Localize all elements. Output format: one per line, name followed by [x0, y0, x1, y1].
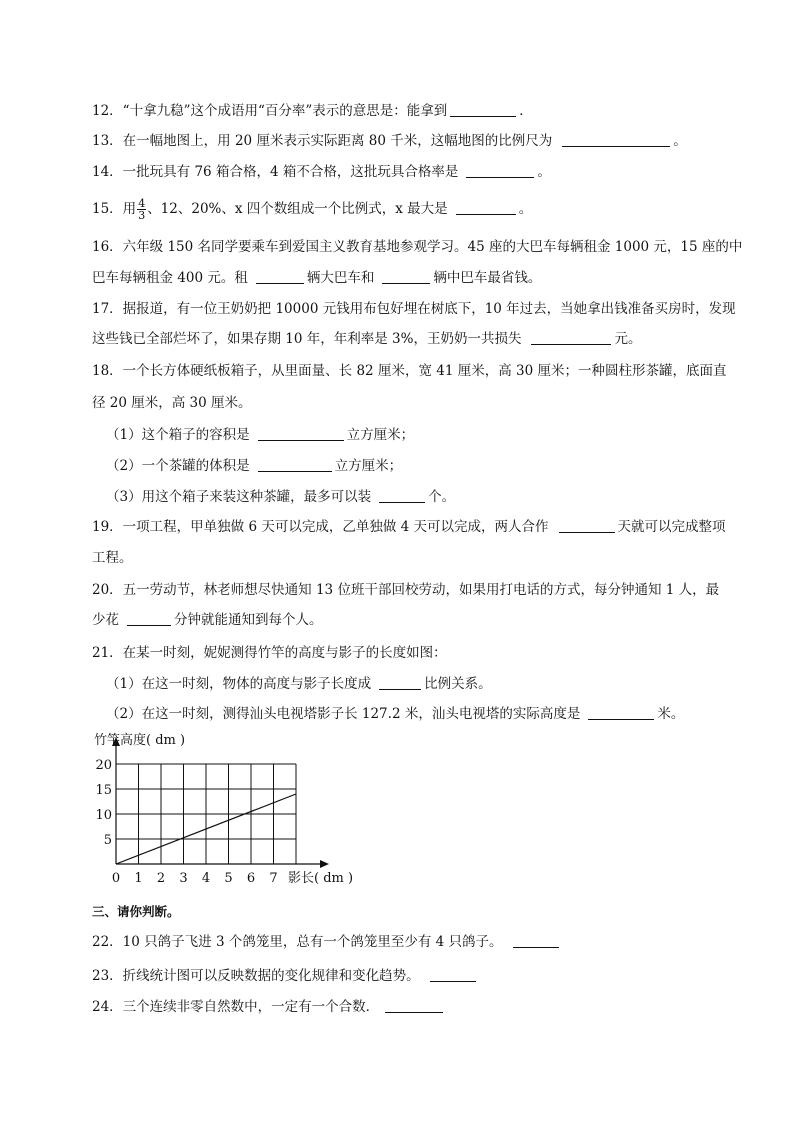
question-16-text-2: 辆大巴车和	[306, 270, 375, 286]
question-17-end: 元。	[614, 331, 642, 347]
question-14	[92, 163, 551, 181]
height-shadow-chart	[92, 728, 372, 893]
question-20-line-1: 20．五一劳动节，林老师想尽快通知 13 位班干部回校劳动，如果用打电话的方式，每分钟通知 1 人，最	[92, 582, 720, 598]
question-19-line-2: 工程。	[92, 550, 133, 566]
question-18-part-3	[106, 488, 455, 506]
question-20-text-2: 分钟就能通知到每个人。	[174, 612, 323, 628]
part-3-unit: 个。	[428, 489, 456, 505]
question-18-part-1	[106, 426, 414, 444]
x-axis-label: 影长( dm )	[288, 871, 354, 886]
part-2-text: （2）一个茶罐的体积是	[106, 458, 250, 474]
question-12	[92, 102, 533, 120]
answer-blank[interactable]	[385, 998, 443, 1013]
x-tick-label: 2	[156, 871, 166, 886]
question-22	[92, 933, 562, 951]
question-15-end: 。	[518, 201, 533, 217]
question-16-text: 巴车每辆租金 400 元。租	[92, 270, 248, 286]
answer-blank[interactable]	[382, 269, 430, 284]
question-17-line-1: 17．据报道，有一位王奶奶把 10000 元钱用布包好埋在树底下，10 年过去，当她拿出钱准备买房时，发现	[92, 301, 736, 317]
question-20-line-2	[92, 611, 323, 629]
y-tick-label: 15	[95, 783, 112, 798]
y-tick-label: 10	[95, 808, 112, 823]
question-15	[92, 198, 532, 221]
question-13-end: 。	[673, 133, 687, 149]
answer-blank[interactable]	[588, 705, 654, 720]
question-12-end: ．	[519, 103, 533, 119]
part-1-text: （1）这个箱子的容积是	[106, 427, 250, 443]
part-2-unit: 立方厘米；	[334, 458, 403, 474]
section-title-judge: 三、请你判断。	[92, 904, 180, 919]
part-1-unit: 立方厘米；	[346, 427, 415, 443]
part-1-unit: 比例关系。	[424, 676, 492, 692]
fraction	[137, 198, 146, 221]
answer-blank[interactable]	[450, 102, 516, 117]
question-13	[92, 132, 687, 150]
answer-blank[interactable]	[531, 330, 611, 345]
answer-blank[interactable]	[379, 488, 425, 503]
question-16-line-1: 16．六年级 150 名同学要乘车到爱国主义教育基地参观学习。45 座的大巴车每辆租金 1000 元，15 座的中	[92, 239, 743, 255]
question-18-part-2	[106, 457, 402, 475]
question-18-line-2: 径 20 厘米，高 30 厘米。	[92, 395, 252, 411]
answer-blank[interactable]	[258, 426, 344, 441]
x-tick-label: 4	[201, 871, 211, 886]
part-2-unit: 米。	[657, 706, 685, 722]
question-21-part-1	[106, 675, 492, 693]
question-16-line-2	[92, 269, 541, 287]
question-12-text: 12．“十拿九稳”这个成语用“百分率”表示的意思是：能拿到	[92, 103, 448, 119]
answer-blank[interactable]	[559, 518, 615, 533]
x-tick-label: 1	[134, 871, 143, 886]
x-tick-label: 3	[179, 871, 188, 886]
answer-blank[interactable]	[258, 457, 332, 472]
question-15-text: 15．用	[92, 201, 137, 217]
question-16-text-3: 辆中巴车最省钱。	[433, 270, 542, 286]
x-axis-arrow	[320, 860, 329, 868]
question-17-line-2	[92, 330, 641, 348]
question-15-text-2: 、12、20%、x 四个数组成一个比例式，x 最大是	[147, 201, 448, 217]
question-14-text: 14．一批玩具有 76 箱合格，4 箱不合格，这批玩具合格率是	[92, 164, 459, 180]
x-tick-label: 7	[269, 871, 278, 886]
question-13-text: 13．在一幅地图上，用 20 厘米表示实际距离 80 千米，这幅地图的比例尺为	[92, 133, 553, 149]
fraction-denominator: 3	[138, 209, 146, 222]
question-19-text: 19．一项工程，甲单独做 6 天可以完成，乙单独做 4 天可以完成，两人合作	[92, 519, 549, 535]
answer-blank[interactable]	[562, 132, 670, 147]
answer-blank[interactable]	[127, 611, 171, 626]
question-19-text-2: 天就可以完成整项	[617, 519, 726, 535]
answer-blank[interactable]	[456, 200, 516, 215]
question-20-text: 少花	[92, 612, 119, 628]
question-21-part-2	[106, 705, 684, 723]
fraction-numerator: 4	[138, 197, 146, 210]
question-17-text: 这些钱已全部烂坏了，如果存期 10 年，年利率是 3%，王奶奶一共损失	[92, 331, 522, 347]
answer-blank[interactable]	[379, 675, 421, 690]
part-2-text: （2）在这一时刻，测得汕头电视塔影子长 127.2 米，汕头电视塔的实际高度是	[106, 706, 581, 722]
question-21-line-1: 21．在某一时刻，妮妮测得竹竿的高度与影子的长度如图：	[92, 645, 447, 661]
question-24	[92, 998, 446, 1016]
answer-blank[interactable]	[466, 163, 534, 178]
question-24-text: 24．三个连续非零自然数中，一定有一个合数．	[92, 999, 380, 1015]
question-19-line-1	[92, 518, 726, 536]
question-23-text: 23．折线统计图可以反映数据的变化规律和变化趋势。	[92, 968, 420, 984]
question-14-end: 。	[537, 164, 551, 180]
x-tick-label: 5	[224, 871, 233, 886]
y-axis-label: 竹竿高度( dm )	[94, 733, 186, 748]
question-22-text: 22．10 只鸽子飞进 3 个鸽笼里，总有一个鸽笼里至少有 4 只鸽子。	[92, 934, 503, 950]
part-1-text: （1）在这一时刻，物体的高度与影子长度成	[106, 676, 372, 692]
answer-blank[interactable]	[430, 967, 476, 982]
answer-blank[interactable]	[513, 933, 559, 948]
x-tick-label: 6	[246, 871, 256, 886]
question-23	[92, 967, 479, 985]
question-18-line-1: 18．一个长方体硬纸板箱子，从里面量、长 82 厘米，宽 41 厘米，高 30 厘米；一种圆柱形茶罐，底面直	[92, 363, 727, 379]
y-tick-label: 5	[103, 833, 112, 848]
x-tick-label: 0	[111, 871, 121, 886]
y-tick-label: 20	[95, 758, 112, 773]
part-3-text: （3）用这个箱子来装这种茶罐，最多可以装	[106, 489, 372, 505]
answer-blank[interactable]	[256, 269, 304, 284]
